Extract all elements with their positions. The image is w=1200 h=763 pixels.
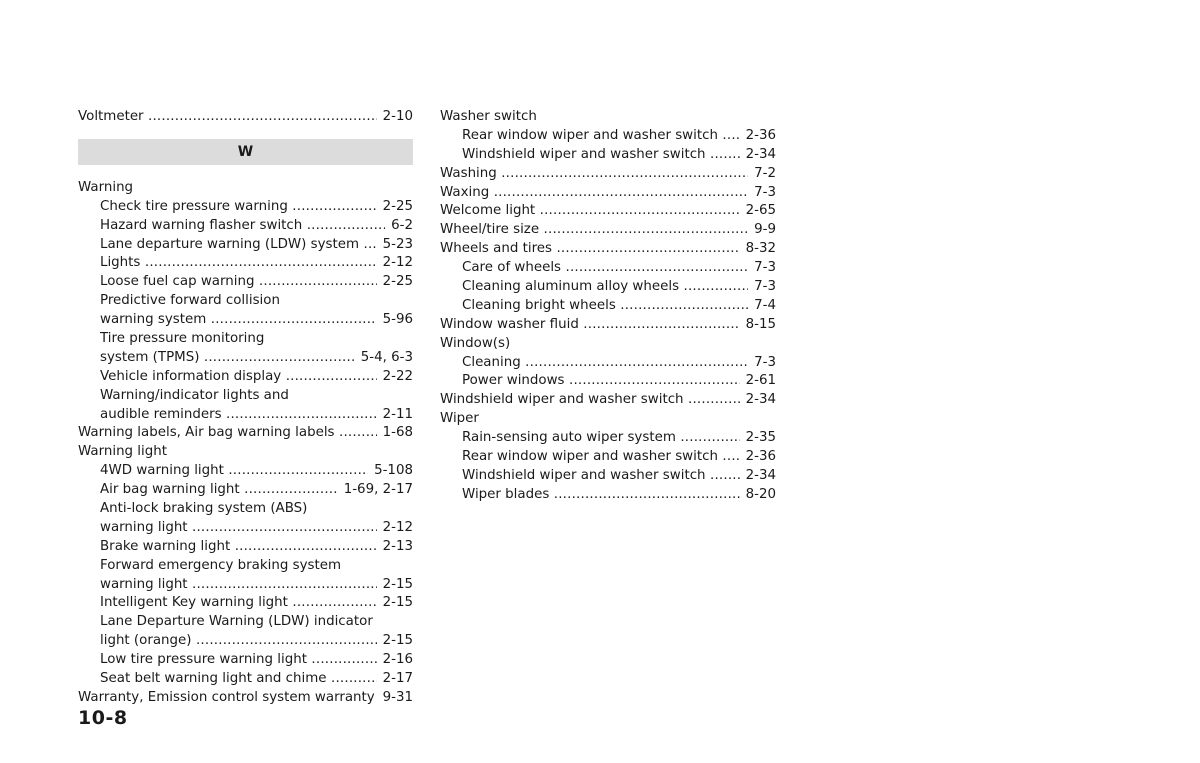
- index-entries-right: [440, 108, 776, 505]
- page-reference: 2-61: [740, 372, 776, 391]
- index-entry: [78, 179, 413, 198]
- index-subentry: [78, 519, 413, 538]
- index-entries-top: [78, 108, 413, 127]
- index-term: Intelligent Key warning light .....: [100, 595, 413, 610]
- page-reference: 2-11: [377, 406, 413, 425]
- index-term: Warning light: [78, 444, 167, 460]
- index-term: Air bag warning light .....: [100, 482, 413, 497]
- page-reference: 2-13: [377, 538, 413, 557]
- index-subentry: [78, 500, 413, 519]
- page-reference: 6-2: [385, 217, 413, 236]
- page-reference: 2-10: [377, 108, 413, 127]
- index-term: light (orange) .....: [100, 633, 413, 648]
- index-subentry: [78, 651, 413, 670]
- page-reference: 2-22: [377, 368, 413, 387]
- index-subentry: [440, 486, 776, 505]
- page-reference: 5-108: [368, 462, 413, 481]
- page-reference: 2-15: [377, 594, 413, 613]
- index-term: Warranty, Emission control system warranty .....: [78, 690, 413, 705]
- index-entries-warning: [78, 179, 413, 708]
- index-term: warning light .....: [100, 577, 413, 592]
- page-reference: 2-17: [377, 670, 413, 689]
- index-term: Power windows .....: [462, 373, 776, 388]
- index-entry: [440, 316, 776, 335]
- index-term: Windshield wiper and washer switch .....: [462, 147, 776, 162]
- index-term: Wheels and tires .....: [440, 241, 776, 256]
- page-reference: 2-34: [740, 391, 776, 410]
- index-subentry: [78, 557, 413, 576]
- index-term: Window(s): [440, 335, 511, 351]
- index-term: Washer switch: [440, 109, 537, 124]
- index-term: Warning labels, Air bag warning labels .....: [78, 425, 413, 440]
- index-term: Cleaning .....: [462, 355, 776, 370]
- index-term: Wheel/tire size .....: [440, 222, 776, 237]
- index-term: warning system .....: [100, 312, 413, 327]
- index-subentry: [440, 297, 776, 316]
- index-term: Voltmeter .....: [78, 109, 413, 124]
- index-term: Wiper: [440, 411, 479, 427]
- page-reference: 2-15: [377, 576, 413, 595]
- page-reference: 5-23: [377, 236, 413, 255]
- index-entry: [78, 424, 413, 443]
- index-entry: [78, 443, 413, 462]
- index-term: Lane departure warning (LDW) system .....: [100, 237, 413, 252]
- index-column-right: [440, 108, 776, 505]
- index-subentry: [78, 406, 413, 425]
- index-term: Vehicle information display .....: [100, 369, 413, 384]
- index-term: audible reminders .....: [100, 407, 413, 422]
- index-term: Care of wheels .....: [462, 260, 776, 275]
- page-reference: 2-16: [377, 651, 413, 670]
- index-subentry: [78, 462, 413, 481]
- index-term: Rain-sensing auto wiper system .....: [462, 430, 776, 445]
- page-reference: 2-25: [377, 198, 413, 217]
- index-term: Low tire pressure warning light .....: [100, 652, 413, 667]
- index-term: Seat belt warning light and chime .....: [100, 671, 413, 686]
- index-subentry: [440, 429, 776, 448]
- page-reference: 2-12: [377, 254, 413, 273]
- index-entry: [440, 184, 776, 203]
- index-term: Lights .....: [100, 255, 413, 270]
- index-term: Check tire pressure warning .....: [100, 199, 413, 214]
- page-reference: 2-36: [740, 448, 776, 467]
- page-reference: 5-4, 6-3: [355, 349, 413, 368]
- index-term: Warning: [78, 179, 134, 195]
- page-reference: 7-3: [748, 278, 776, 297]
- index-term: Loose fuel cap warning .....: [100, 274, 413, 289]
- index-entry: [440, 108, 776, 127]
- index-entry: [78, 689, 413, 708]
- index-subentry: [78, 670, 413, 689]
- page-reference: 9-9: [748, 221, 776, 240]
- index-entry: [440, 202, 776, 221]
- page-reference: 2-65: [740, 202, 776, 221]
- index-subentry: [78, 330, 413, 349]
- index-subentry: [78, 198, 413, 217]
- page-reference: 5-96: [377, 311, 413, 330]
- index-subentry: [440, 354, 776, 373]
- index-entry: [440, 165, 776, 184]
- index-entry: [440, 335, 776, 354]
- page-number: 10-8: [78, 707, 128, 729]
- page-reference: 9-31: [377, 689, 413, 708]
- index-term: Windshield wiper and washer switch .....: [462, 468, 776, 483]
- page-reference: 2-36: [740, 127, 776, 146]
- index-term: 4WD warning light .....: [100, 463, 413, 478]
- index-subentry: [78, 387, 413, 406]
- index-subentry: [78, 538, 413, 557]
- index-term: Brake warning light .....: [100, 539, 413, 554]
- index-term: Tire pressure monitoring: [100, 331, 265, 347]
- index-subentry: [78, 481, 413, 500]
- index-column-left: [78, 108, 413, 708]
- index-term: Lane Departure Warning (LDW) indicator: [100, 614, 373, 630]
- index-term: system (TPMS) .....: [100, 350, 413, 365]
- index-entry: [440, 410, 776, 429]
- index-subentry: [440, 448, 776, 467]
- page-reference: 2-34: [740, 146, 776, 165]
- index-term: Cleaning bright wheels .....: [462, 298, 776, 313]
- index-subentry: [440, 372, 776, 391]
- letter-heading: W: [78, 139, 413, 165]
- index-subentry: [78, 632, 413, 651]
- index-subentry: [440, 259, 776, 278]
- index-subentry: [78, 613, 413, 632]
- index-subentry: [78, 349, 413, 368]
- page-reference: 7-3: [748, 354, 776, 373]
- index-subentry: [78, 217, 413, 236]
- index-subentry: [78, 311, 413, 330]
- page-reference: 2-12: [377, 519, 413, 538]
- page-reference: 2-34: [740, 467, 776, 486]
- page-reference: 8-20: [740, 486, 776, 505]
- index-term: Window washer fluid .....: [440, 317, 776, 332]
- index-entry: [440, 240, 776, 259]
- index-subentry: [78, 236, 413, 255]
- page-reference: 7-2: [748, 165, 776, 184]
- index-subentry: [78, 368, 413, 387]
- index-term: Rear window wiper and washer switch .....: [462, 128, 776, 143]
- index-term: Windshield wiper and washer switch .....: [440, 392, 776, 407]
- index-term: Waxing .....: [440, 185, 776, 200]
- page-reference: 7-4: [748, 297, 776, 316]
- index-term: Cleaning aluminum alloy wheels .....: [462, 279, 776, 294]
- index-subentry: [78, 292, 413, 311]
- index-subentry: [440, 278, 776, 297]
- index-term: Wiper blades .....: [462, 487, 776, 502]
- page-reference: 7-3: [748, 259, 776, 278]
- index-subentry: [78, 273, 413, 292]
- page-reference: 1-68: [377, 424, 413, 443]
- index-term: warning light .....: [100, 520, 413, 535]
- index-term: Rear window wiper and washer switch .....: [462, 449, 776, 464]
- page-reference: 8-32: [740, 240, 776, 259]
- index-term: Welcome light .....: [440, 203, 776, 218]
- page-reference: 7-3: [748, 184, 776, 203]
- page-reference: 2-35: [740, 429, 776, 448]
- page-reference: 1-69, 2-17: [338, 481, 413, 500]
- index-term: Predictive forward collision: [100, 293, 280, 309]
- index-term: Anti-lock braking system (ABS): [100, 501, 308, 517]
- index-entry: [78, 108, 413, 127]
- page-reference: 8-15: [740, 316, 776, 335]
- index-subentry: [78, 576, 413, 595]
- index-entry: [440, 221, 776, 240]
- index-subentry: [440, 467, 776, 486]
- index-subentry: [440, 146, 776, 165]
- index-term: Forward emergency braking system: [100, 557, 342, 573]
- index-term: Warning/indicator lights and: [100, 387, 289, 403]
- index-term: Hazard warning flasher switch .....: [100, 218, 413, 233]
- index-subentry: [78, 254, 413, 273]
- index-subentry: [440, 127, 776, 146]
- page-reference: 2-15: [377, 632, 413, 651]
- index-entry: [440, 391, 776, 410]
- index-term: Washing .....: [440, 166, 776, 181]
- page-reference: 2-25: [377, 273, 413, 292]
- index-subentry: [78, 594, 413, 613]
